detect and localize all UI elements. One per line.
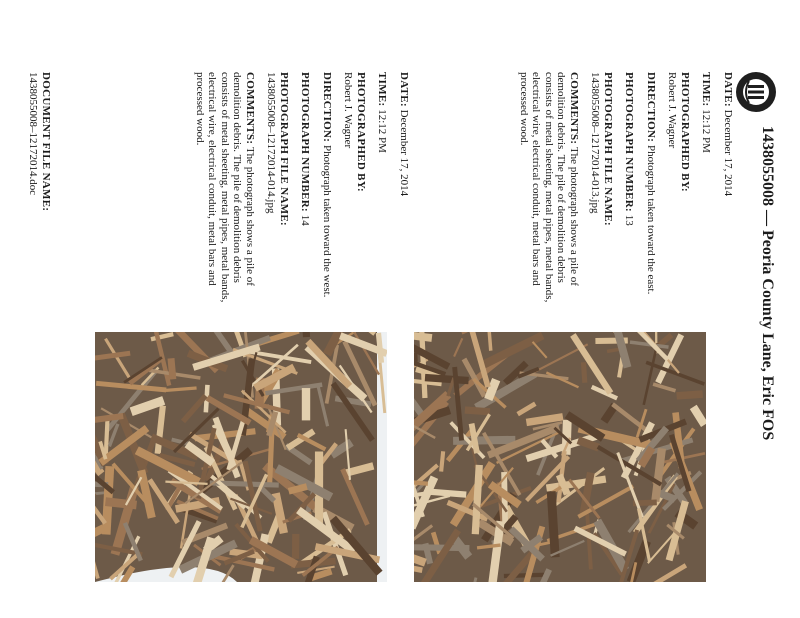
illinois-epa-seal-icon bbox=[736, 72, 776, 112]
document-file-name-value: 1438055008–12172014.doc bbox=[27, 72, 39, 196]
photograph-14 bbox=[95, 332, 387, 582]
time-value: 12:12 PM bbox=[700, 109, 713, 153]
date-label: DATE: bbox=[398, 72, 410, 107]
debris-piece bbox=[302, 388, 310, 420]
comments-value: The photograph shows a pile of demolition debris. The pile of demolition debris consists of metal sheeting, metal pipes, metal bands, electrical wire, electrical conduit, metal bars and processed wood. bbox=[194, 72, 256, 303]
number-row bbox=[299, 72, 312, 312]
photo-info-14 bbox=[185, 72, 411, 312]
direction-row bbox=[645, 72, 658, 312]
direction-label: DIRECTION: bbox=[645, 72, 657, 143]
time-label: TIME: bbox=[376, 72, 389, 107]
photographer-value: Robert J. Wagner bbox=[666, 72, 679, 149]
filename-value: 1438055008–12172014-014.jpg bbox=[265, 72, 278, 214]
direction-value: Photograph taken toward the west. bbox=[321, 144, 333, 298]
time-label: TIME: bbox=[700, 72, 713, 107]
comments-label: COMMENTS: bbox=[244, 72, 256, 145]
photographer-row bbox=[666, 72, 691, 312]
date-value: December 17, 2014 bbox=[722, 109, 734, 197]
direction-row bbox=[321, 72, 334, 312]
filename-label: PHOTOGRAPH FILE NAME: bbox=[278, 72, 290, 226]
filename-value: 1438055008–12172014-013.jpg bbox=[589, 72, 602, 214]
photograph-13 bbox=[414, 332, 706, 582]
direction-label: DIRECTION: bbox=[321, 72, 333, 143]
direction-value: Photograph taken toward the east. bbox=[645, 144, 657, 295]
number-row bbox=[623, 72, 636, 312]
document-title: 1438055008 — Peoria County Lane, Eric FOS bbox=[759, 126, 776, 441]
number-value: 13 bbox=[623, 214, 636, 226]
date-value: December 17, 2014 bbox=[398, 109, 410, 197]
number-value: 14 bbox=[299, 214, 312, 226]
debris-piece bbox=[292, 534, 300, 559]
comments-row bbox=[518, 72, 581, 312]
comments-value: The photograph shows a pile of demolition debris. The pile of demolition debris consists of metal sheeting, metal pipes, metal bands, electrical wire, electrical conduit, metal bars and processed wood. bbox=[518, 72, 580, 303]
photo-info-13 bbox=[509, 72, 735, 312]
date-row bbox=[398, 72, 411, 312]
comments-row bbox=[194, 72, 257, 312]
photographer-row bbox=[342, 72, 367, 312]
number-label: PHOTOGRAPH NUMBER: bbox=[623, 72, 636, 212]
debris-photo-13 bbox=[414, 332, 706, 582]
time-row bbox=[376, 72, 389, 312]
filename-label: PHOTOGRAPH FILE NAME: bbox=[602, 72, 614, 226]
comments-label: COMMENTS: bbox=[568, 72, 580, 145]
photographer-value: Robert J. Wagner bbox=[342, 72, 355, 149]
time-value: 12:12 PM bbox=[376, 109, 389, 153]
filename-row bbox=[589, 72, 614, 312]
date-row bbox=[722, 72, 735, 312]
document-footer bbox=[26, 72, 52, 211]
photographer-label: PHOTOGRAPHED BY: bbox=[355, 72, 367, 193]
document-file-name-label: DOCUMENT FILE NAME: bbox=[40, 72, 52, 212]
time-row bbox=[700, 72, 713, 312]
photographer-label: PHOTOGRAPHED BY: bbox=[679, 72, 691, 193]
debris-photo-14 bbox=[95, 332, 387, 582]
number-label: PHOTOGRAPH NUMBER: bbox=[299, 72, 312, 212]
date-label: DATE: bbox=[722, 72, 734, 107]
filename-row bbox=[265, 72, 290, 312]
